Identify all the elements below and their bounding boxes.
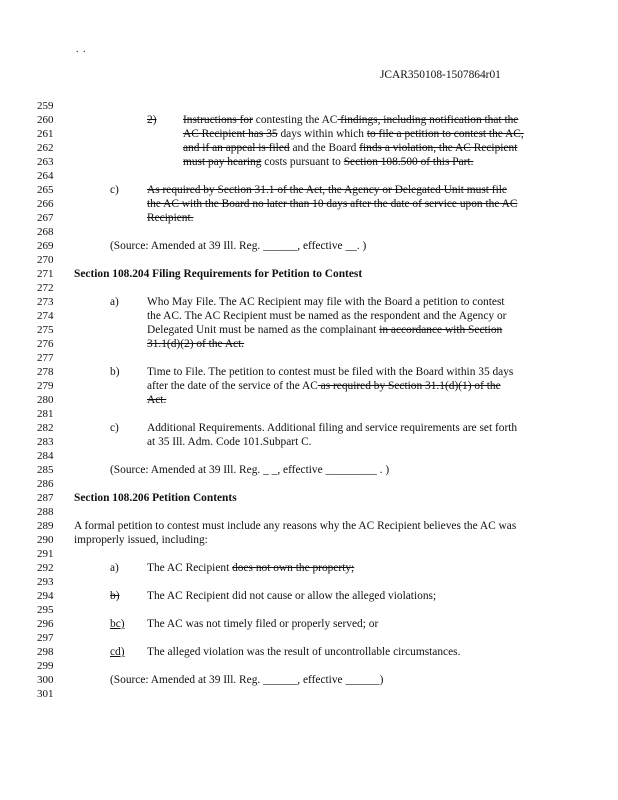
sec206-a-text: The AC Recipient does not own the property; — [147, 562, 355, 574]
section-108-204-heading: Section 108.204 Filing Requirements for Petition to Contest — [74, 268, 363, 280]
line-number: 272 — [37, 282, 54, 294]
sec206-b-text: The AC Recipient did not cause or allow the alleged violations; — [147, 590, 437, 602]
line-number: 266 — [37, 198, 54, 210]
line-number: 262 — [37, 142, 54, 154]
line-number: 298 — [37, 646, 54, 658]
line-number: 260 — [37, 114, 54, 126]
line-number: 296 — [37, 618, 54, 630]
line-number: 265 — [37, 184, 54, 196]
sec206-d-label: cd) — [110, 646, 125, 658]
line-number: 297 — [37, 632, 54, 644]
source-note-2: (Source: Amended at 39 Ill. Reg. _ _, effective _________ . ) — [110, 464, 390, 476]
sec204-b-line-1: Time to File. The petition to contest must be filed with the Board within 35 days — [147, 366, 514, 378]
sec204-a-line-3: Delegated Unit must be named as the complainant in accordance with Section — [147, 324, 503, 336]
line-number: 264 — [37, 170, 54, 182]
item-2-line-2: AC Recipient has 35 days within which to file a petition to contest the AC, — [183, 128, 524, 140]
section-108-206-heading: Section 108.206 Petition Contents — [74, 492, 237, 504]
sec204-a-line-4: 31.1(d)(2) of the Act. — [147, 338, 245, 350]
item-c-line-2: the AC with the Board no later than 10 days after the date of service upon the AC — [147, 198, 518, 210]
source-note-3: (Source: Amended at 39 Ill. Reg. ______, effective ______) — [110, 674, 384, 686]
sec206-intro-line-1: A formal petition to contest must include any reasons why the AC Recipient believes the AC was — [74, 520, 517, 532]
item-c-label: c) — [110, 184, 119, 196]
line-number: 283 — [37, 436, 54, 448]
line-number: 270 — [37, 254, 54, 266]
line-number: 287 — [37, 492, 54, 504]
sec204-a-line-1: Who May File. The AC Recipient may file with the Board a petition to contest — [147, 296, 505, 308]
line-number: 267 — [37, 212, 54, 224]
line-number: 276 — [37, 338, 54, 350]
item-2-line-3: and if an appeal is filed and the Board finds a violation, the AC Recipient — [183, 142, 518, 154]
document-id: JCAR350108-1507864r01 — [380, 69, 501, 81]
line-number: 278 — [37, 366, 54, 378]
line-number: 274 — [37, 310, 54, 322]
sec204-a-line-2: the AC. The AC Recipient must be named as the respondent and the Agency or — [147, 310, 507, 322]
sec204-c-line-1: Additional Requirements. Additional filing and service requirements are set forth — [147, 422, 518, 434]
line-number: 284 — [37, 450, 54, 462]
line-number: 294 — [37, 590, 54, 602]
line-number: 269 — [37, 240, 54, 252]
line-number: 282 — [37, 422, 54, 434]
line-number: 300 — [37, 674, 54, 686]
item-2-label: 2) — [147, 114, 157, 126]
line-number: 289 — [37, 520, 54, 532]
line-number: 271 — [37, 268, 54, 280]
line-number: 259 — [37, 100, 54, 112]
sec204-c-label: c) — [110, 422, 119, 434]
line-number: 299 — [37, 660, 54, 672]
sec206-intro-line-2: improperly issued, including: — [74, 534, 208, 546]
line-number: 275 — [37, 324, 54, 336]
source-note-1: (Source: Amended at 39 Ill. Reg. ______, effective __. ) — [110, 240, 367, 252]
line-number: 268 — [37, 226, 54, 238]
sec204-b-label: b) — [110, 366, 120, 378]
sec206-c-label: bc) — [110, 618, 125, 630]
line-number: 280 — [37, 394, 54, 406]
line-number: 281 — [37, 408, 54, 420]
line-number: 288 — [37, 506, 54, 518]
line-number: 291 — [37, 548, 54, 560]
line-number: 263 — [37, 156, 54, 168]
sec206-a-label: a) — [110, 562, 119, 574]
line-number: 286 — [37, 478, 54, 490]
line-number: 285 — [37, 464, 54, 476]
item-c-line-3: Recipient. — [147, 212, 194, 224]
line-number: 301 — [37, 688, 54, 700]
line-number: 290 — [37, 534, 54, 546]
item-c-line-1: As required by Section 31.1 of the Act, the Agency or Delegated Unit must file — [147, 184, 507, 196]
sec204-b-line-2: after the date of the service of the AC as required by Section 31.1(d)(1) of the — [147, 380, 501, 392]
sec204-a-label: a) — [110, 296, 119, 308]
item-2-line-1: Instructions for contesting the AC findings, including notification that the — [183, 114, 519, 126]
top-mark: . . — [76, 44, 87, 55]
line-number: 261 — [37, 128, 54, 140]
sec206-c-text: The AC was not timely filed or properly served; or — [147, 618, 379, 630]
item-2-line-4: must pay hearing costs pursuant to Section 108.500 of this Part. — [183, 156, 474, 168]
line-number: 277 — [37, 352, 54, 364]
line-number: 279 — [37, 380, 54, 392]
sec206-d-text: The alleged violation was the result of uncontrollable circumstances. — [147, 646, 461, 658]
line-number: 292 — [37, 562, 54, 574]
sec206-b-label: b) — [110, 590, 120, 602]
line-number: 273 — [37, 296, 54, 308]
line-number: 295 — [37, 604, 54, 616]
sec204-b-line-3: Act. — [147, 394, 167, 406]
line-number: 293 — [37, 576, 54, 588]
sec204-c-line-2: at 35 Ill. Adm. Code 101.Subpart C. — [147, 436, 312, 448]
